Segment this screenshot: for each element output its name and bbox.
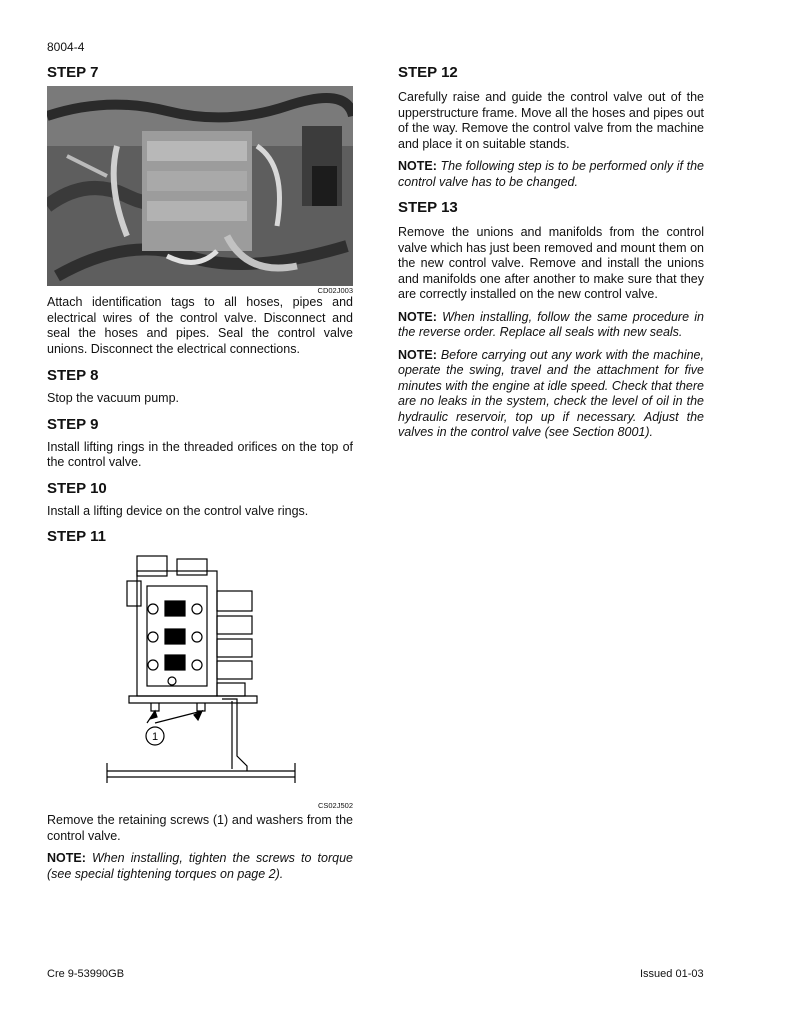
step-12-note xyxy=(398,159,704,190)
step-12-text: Carefully raise and guide the control valve out of the upperstructure frame. Move all the hoses and pipes out of the way. Remove the control valve from the machine and place it on suitable stands. xyxy=(398,90,704,151)
note-label: NOTE: xyxy=(398,309,437,324)
step-13-note-1 xyxy=(398,310,704,341)
page-number: 8004-4 xyxy=(47,40,85,54)
photo-illustration xyxy=(47,86,353,286)
step-11-text: Remove the retaining screws (1) and washers from the control valve. xyxy=(47,813,353,843)
right-column xyxy=(398,63,704,441)
step-9-text: Install lifting rings in the threaded orifices on the top of the control valve. xyxy=(47,439,353,469)
note-label: NOTE: xyxy=(47,851,86,865)
control-valve-photo-figure xyxy=(47,86,353,295)
note-label: NOTE: xyxy=(398,159,437,173)
step-11-heading: STEP 11 xyxy=(47,528,106,545)
note-text: When installing, tighten the screws to torque (see special tightening torques on page 2). xyxy=(47,851,353,881)
step-9-heading: STEP 9 xyxy=(47,415,99,433)
note-text: Before carrying out any work with the machine, operate the swing, travel and the attachment for five minutes with the engine at idle speed. Check that there are no leaks in the system, check the level of oil in the hydraulic reservoir, top up if necessary. Adjust the valves in the control valve (see Section 8001). xyxy=(398,347,704,439)
step-7-text: Attach identification tags to all hoses, pipes and electrical wires of the control valve. Disconnect and seal the hoses and pipes. Seal the control valve unions. Disconnect the electrical connections. xyxy=(47,295,353,356)
control-valve-diagram xyxy=(47,551,353,801)
control-valve-diagram-figure xyxy=(47,551,353,813)
step-11-note xyxy=(47,851,353,882)
control-valve-photo xyxy=(47,86,353,286)
note-text: When installing, follow the same procedure in the reverse order. Replace all seals with new seals. xyxy=(398,309,704,339)
callout-1-label: 1 xyxy=(151,731,159,743)
footer-issued: Issued 01-03 xyxy=(640,968,704,980)
note-label: NOTE: xyxy=(398,347,437,362)
note-text: The following step is to be performed only if the control valve has to be changed. xyxy=(398,159,704,189)
step-10-text: Install a lifting device on the control valve rings. xyxy=(47,503,309,518)
step-12-heading: STEP 12 xyxy=(398,64,458,81)
step-7-heading: STEP 7 xyxy=(47,64,99,81)
step-13-text: Remove the unions and manifolds from the control valve which has just been removed and mount them on the new control valve. Remove and install the unions and manifolds one after another to make sure that they are correctly installed on the new control valve. xyxy=(398,225,704,301)
step-8-heading: STEP 8 xyxy=(47,367,99,384)
left-column xyxy=(47,63,353,882)
figure-code: CD02J003 xyxy=(317,286,353,295)
figure-code-2: CS02J502 xyxy=(317,801,353,810)
step-8-text: Stop the vacuum pump. xyxy=(47,391,180,405)
step-10-heading: STEP 10 xyxy=(47,479,107,497)
footer-doc-code: Cre 9-53990GB xyxy=(47,968,125,980)
step-13-heading: STEP 13 xyxy=(398,199,458,216)
step-13-note-2 xyxy=(398,348,704,441)
